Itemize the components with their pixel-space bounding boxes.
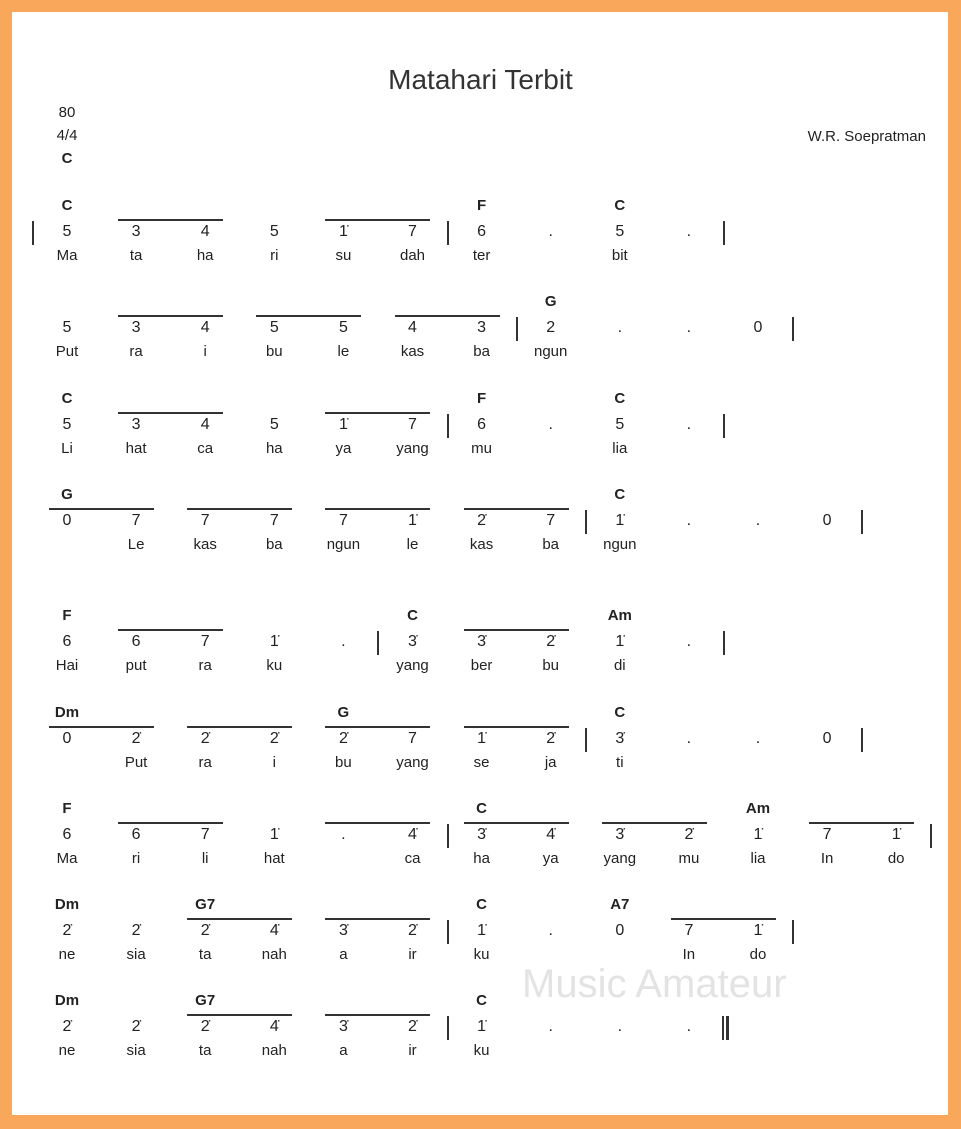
note: 4̇ [269,922,279,939]
lyric-syllable: su [335,247,352,264]
note: . [755,730,761,747]
lyric-syllable: do [887,850,905,867]
beam-line [464,726,569,728]
chord-symbol: Am [607,607,632,624]
note: 6 [131,826,141,843]
lyric-syllable: ngun [534,343,568,360]
note: 2̇ [408,922,417,939]
note: 3̇ [477,633,487,650]
note: 7 [822,826,832,843]
note: . [686,223,692,240]
note: . [755,512,761,529]
barline [585,510,587,534]
note: . [686,512,692,529]
note: 2̇ [200,730,210,747]
barline [723,414,725,438]
chord-symbol: C [614,704,626,721]
beam-line [464,822,569,824]
chord-symbol: F [477,390,487,407]
note: 5 [62,416,72,433]
lyric-syllable: ne [58,1042,76,1059]
lyric-syllable: yang [396,657,429,674]
note: 0 [615,922,625,939]
chord-symbol: G [337,704,350,721]
chord-symbol: F [477,197,487,214]
note: 3̇ [615,826,625,843]
note: 7 [200,826,210,843]
note: . [341,826,346,843]
note: 5 [338,319,348,336]
note: . [548,223,553,240]
lyric-syllable: ba [542,536,560,553]
note: 0 [62,512,72,529]
beam-line [325,412,430,414]
note: 1̇ [753,922,763,939]
lyric-syllable: ha [473,850,490,867]
lyric-syllable: ra [198,754,212,771]
note: 5 [62,319,72,336]
lyric-syllable: Ma [56,247,78,264]
note: . [548,1018,553,1035]
note: 2̇ [684,826,694,843]
note: 3 [131,416,141,433]
note: 5 [269,416,279,433]
chord-symbol: Dm [54,704,80,721]
note: 7 [269,512,279,529]
note: 2 [546,319,556,336]
note: 1̇ [891,826,901,843]
lyric-syllable: yang [396,754,429,771]
note: . [617,1018,623,1035]
lyric-syllable: ta [129,247,143,264]
note: 2̇ [477,512,487,529]
chord-symbol: Am [745,800,771,817]
beam-line [809,822,914,824]
lyric-syllable: mu [678,850,700,867]
note: 1̇ [477,1018,487,1035]
note: . [686,319,692,336]
note: 3̇ [615,730,625,747]
chord-symbol: F [62,607,72,624]
beam-line [49,726,154,728]
barline [447,221,449,245]
note: 3̇ [338,922,348,939]
final-barline-thick [726,1016,729,1040]
note: 6 [477,223,487,240]
barline [792,920,794,944]
barline [447,824,449,848]
lyric-syllable: le [337,343,350,360]
note: 7 [408,416,417,433]
lyric-syllable: i [272,754,276,771]
beam-line [325,508,430,510]
chord-symbol: C [614,197,626,214]
note: 0 [62,730,72,747]
lyric-syllable: ne [58,946,76,963]
lyric-syllable: a [339,946,348,963]
beam-line [464,629,569,631]
beam-line [325,1014,430,1016]
lyric-syllable: ba [265,536,283,553]
note: 7 [546,512,556,529]
beam-line [325,726,430,728]
lyric-syllable: bu [265,343,283,360]
lyric-syllable: do [749,946,767,963]
lyric-syllable: a [339,1042,348,1059]
beam-line [464,508,569,510]
lyric-syllable: ya [542,850,559,867]
barline [723,631,725,655]
watermark: Music Amateur [522,962,787,1006]
tempo: 80 [58,104,76,121]
note: 2̇ [200,922,210,939]
note: 1̇ [615,512,625,529]
chord-symbol: G [61,486,73,503]
barline [792,317,794,341]
note: 1̇ [753,826,763,843]
beam-line [118,412,223,414]
lyric-syllable: bu [335,754,352,771]
barline [377,631,379,655]
note: 2̇ [408,1018,417,1035]
note: 4 [408,319,417,336]
note: . [548,416,553,433]
lyric-syllable: sia [126,946,146,963]
barline [516,317,518,341]
chord-symbol: F [62,800,72,817]
note: 2̇ [131,922,141,939]
beam-line [325,918,430,920]
note: 2̇ [62,922,72,939]
lyric-syllable: ber [470,657,493,674]
beam-line [187,508,292,510]
note: 7 [338,512,348,529]
lyric-syllable: li [201,850,209,867]
note: 4 [200,319,210,336]
final-barline-thin [722,1016,724,1040]
beam-line [187,918,292,920]
lyric-syllable: kas [400,343,425,360]
note: 0 [753,319,763,336]
note: 2̇ [62,1018,72,1035]
lyric-syllable: hat [125,440,147,457]
note: 1̇ [269,633,279,650]
barline [447,414,449,438]
chord-symbol: G7 [195,992,216,1009]
lyric-syllable: ku [473,946,490,963]
lyric-syllable: ter [472,247,491,264]
note: 7 [684,922,694,939]
chord-symbol: C [407,607,418,624]
note: . [686,730,692,747]
lyric-syllable: ca [404,850,421,867]
barline [930,824,932,848]
note: 0 [822,512,832,529]
lyric-syllable: bu [542,657,560,674]
lyric-syllable: le [406,536,419,553]
chord-symbol: C [614,390,626,407]
chord-symbol: C [476,800,488,817]
lyric-syllable: ir [408,946,417,963]
lyric-syllable: In [682,946,696,963]
beam-line [395,315,500,317]
lyric-syllable: nah [261,946,287,963]
lyric-syllable: mu [471,440,493,457]
note: . [617,319,623,336]
beam-line [49,508,154,510]
note: 5 [615,223,625,240]
beam-line [118,629,223,631]
lyric-syllable: ba [473,343,490,360]
chord-symbol: C [614,486,626,503]
beam-line [325,822,430,824]
note: . [341,633,346,650]
lyric-syllable: lia [750,850,766,867]
barline [861,510,863,534]
note: . [686,633,692,650]
chord-symbol: Dm [54,992,80,1009]
note: 3̇ [408,633,417,650]
note: 2̇ [131,1018,141,1035]
chord-symbol: G7 [195,896,216,913]
lyric-syllable: ri [131,850,141,867]
lyric-syllable: sia [126,1042,146,1059]
note: 7 [131,512,141,529]
note: 3̇ [338,1018,348,1035]
note: 2̇ [546,730,556,747]
chord-symbol: A7 [610,896,630,913]
lyric-syllable: ha [196,247,214,264]
lyric-syllable: dah [399,247,426,264]
lyric-syllable: lia [612,440,628,457]
lyric-syllable: ku [473,1042,490,1059]
lyric-syllable: ri [270,247,279,264]
lyric-syllable: ha [265,440,283,457]
beam-line [118,315,223,317]
note: 3̇ [477,826,487,843]
beam-line [187,726,292,728]
note: 6 [62,826,72,843]
lyric-syllable: yang [603,850,637,867]
note: 7 [408,730,417,747]
lyric-syllable: ra [129,343,143,360]
note: 1̇ [477,730,487,747]
beam-line [118,822,223,824]
barline [447,1016,449,1040]
lyric-syllable: bit [611,247,628,264]
lyric-syllable: Hai [55,657,79,674]
note: . [548,922,553,939]
lyric-syllable: ngun [603,536,637,553]
beam-line [671,918,776,920]
beam-line [187,1014,292,1016]
lyric-syllable: kas [469,536,494,553]
barline [32,221,34,245]
note: 2̇ [546,633,556,650]
note: 3 [131,319,141,336]
note: 4̇ [546,826,556,843]
chord-symbol: C [476,896,488,913]
note: 1̇ [269,826,279,843]
note: 1̇ [615,633,625,650]
composer: W.R. Soepratman [807,128,926,145]
lyric-syllable: yang [396,440,429,457]
lyric-syllable: In [820,850,834,867]
chord-symbol: G [544,293,557,310]
note: 4 [200,223,210,240]
note: 2̇ [200,1018,210,1035]
note: 5 [615,416,625,433]
note: 6 [62,633,72,650]
lyric-syllable: ta [198,946,212,963]
lyric-syllable: ti [616,754,624,771]
time-signature: 4/4 [56,127,78,144]
barline [447,920,449,944]
chord-symbol: C [61,390,73,407]
lyric-syllable: ya [335,440,352,457]
note: 2̇ [338,730,348,747]
note: 0 [822,730,832,747]
chord-symbol: Dm [54,896,80,913]
note: . [686,1018,692,1035]
lyric-syllable: Put [55,343,79,360]
lyric-syllable: ir [408,1042,417,1059]
note: 6 [477,416,487,433]
lyric-syllable: hat [263,850,285,867]
lyric-syllable: Li [61,440,73,457]
note: 5 [269,319,279,336]
note: 2̇ [131,730,141,747]
note: 1̇ [408,512,417,529]
chord-symbol: C [61,197,73,214]
note: 5 [269,223,279,240]
barline [861,728,863,752]
lyric-syllable: se [473,754,490,771]
note: 4 [200,416,210,433]
note: 6 [131,633,141,650]
chord-symbol: C [476,992,488,1009]
lyric-syllable: ja [544,754,557,771]
lyric-syllable: di [613,657,626,674]
note: 1̇ [338,223,348,240]
beam-line [256,315,361,317]
lyric-syllable: ra [198,657,212,674]
barline [585,728,587,752]
note: 1̇ [477,922,487,939]
note: 4̇ [269,1018,279,1035]
note: . [686,416,692,433]
lyric-syllable: ca [197,440,214,457]
lyric-syllable: ta [198,1042,212,1059]
key-chord: C [61,150,73,167]
beam-line [118,219,223,221]
note: 5 [62,223,72,240]
note: 7 [200,633,210,650]
lyric-syllable: put [125,657,147,674]
barline [723,221,725,245]
lyric-syllable: ku [266,657,283,674]
lyric-syllable: Ma [56,850,78,867]
beam-line [325,219,430,221]
note: 7 [200,512,210,529]
note: 3 [131,223,141,240]
note: 4̇ [408,826,417,843]
song-title: Matahari Terbit [388,64,573,95]
note: 2̇ [269,730,279,747]
note: 7 [408,223,417,240]
beam-line [602,822,707,824]
lyric-syllable: Put [124,754,148,771]
lyric-syllable: nah [261,1042,287,1059]
note: 1̇ [338,416,348,433]
lyric-syllable: kas [193,536,217,553]
lyric-syllable: ngun [326,536,361,553]
lyric-syllable: Le [127,536,145,553]
note: 3 [477,319,487,336]
lyric-syllable: i [203,343,207,360]
